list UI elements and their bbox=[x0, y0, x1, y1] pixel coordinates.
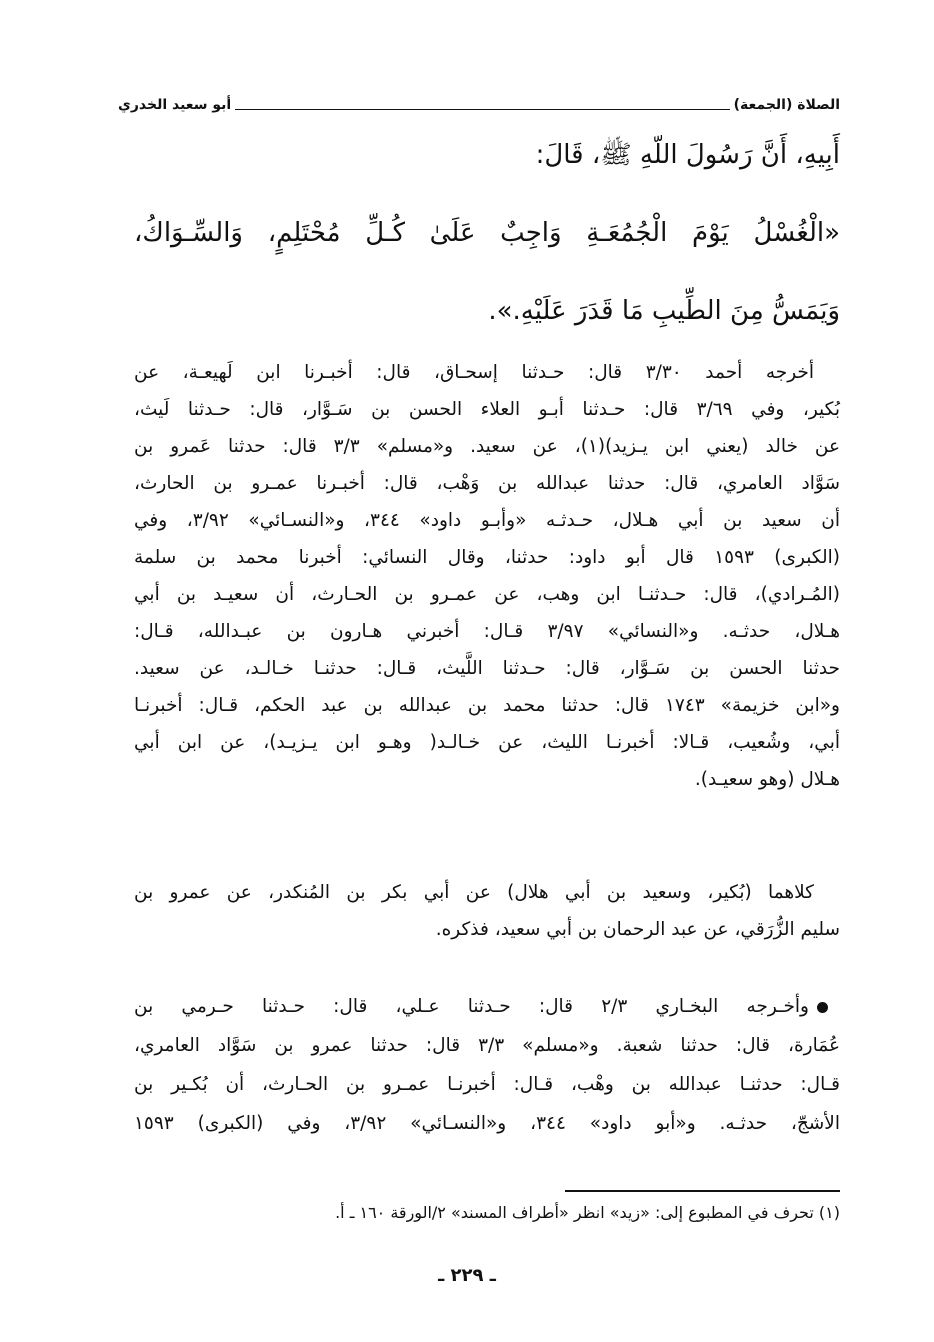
paragraph-line: (الكبرى) ١٥٩٣ قال أبو داود: حدثنا، وقال النسائي: أخبرنا محمد بن سلمة bbox=[134, 547, 840, 568]
paragraph-line: حدثنا الحسن بن سَـوَّار، قال: حـدثنا اللَّيث، قـال: حدثنـا خـالـد، عن سعيد. bbox=[134, 658, 840, 679]
page-number: ـ ٢٢٩ ـ bbox=[438, 1265, 496, 1286]
hadith-line: «الْغُسْلُ يَوْمَ الْجُمُعَـةِ وَاجِبٌ عَلَىٰ كُـلِّ مُحْتَلِمٍ، وَالسِّـوَاكُ، bbox=[134, 218, 840, 248]
paragraph-line: أبي، وشُعيب، قـالا: أخبرنـا الليث، عن خـالـد( وهـو ابن يـزيـد)، عن ابن أبي bbox=[134, 732, 840, 753]
paragraph-line: هـلال، حدثـه. و«النسائي» ٣/٩٧ قـال: أخبرني هـارون بن عبـدالله، قـال: bbox=[134, 621, 840, 642]
footnote-rule bbox=[565, 1190, 840, 1192]
paragraph-line: (المُـرادي)، قال: حـدثنـا ابن وهب، عن عمـرو بن الحـارث، أن سعيـد بن أبي bbox=[134, 584, 840, 605]
paragraph-line: الأشجّ، حدثـه. و«أبو داود» ٣٤٤، و«النسـائي» ٣/٩٢، وفي (الكبرى) ١٥٩٣ bbox=[134, 1113, 841, 1134]
paragraph-line: و«ابن خزيمة» ١٧٤٣ قال: حدثنا محمد بن عبدالله بن عبد الحكم، قـال: أخبرنـا bbox=[134, 695, 840, 716]
paragraph-line: سليم الزُّرَقي، عن عبد الرحمان بن أبي سعيد، فذكره. bbox=[435, 919, 840, 940]
header-narrator: أبو سعيد الخدري bbox=[118, 97, 232, 113]
running-header bbox=[118, 94, 840, 116]
paragraph-line: أن سعيد بن أبي هـلال، حـدثـه «وأبـو داود» ٣٤٤، و«النسـائي» ٣/٩٢، وفي bbox=[134, 510, 841, 531]
paragraph-line: عن خالد (يعني ابن يـزيد)(١)، عن سعيد. و«مسلم» ٣/٣ قال: حدثنا عَمرو بن bbox=[134, 436, 840, 457]
paragraph-line: أخرجه أحمد ٣/٣٠ قال: حـدثنا إسحـاق، قال: أخبـرنا ابن لَهيعـة، عن bbox=[134, 362, 814, 383]
paragraph-line: كلاهما (بُكير، وسعيد بن أبي هلال) عن أبي بكر بن المُنكدر، عن عمرو بن bbox=[134, 882, 814, 903]
bullet-icon bbox=[817, 1002, 828, 1013]
header-rule bbox=[235, 109, 729, 110]
paragraph-line: بُكير، وفي ٣/٦٩ قال: حـدثنا أبـو العلاء الحسن بن سَـوَّار، قال: حـدثنا لَيث، bbox=[134, 399, 841, 420]
hadith-line: أَبِيهِ، أَنَّ رَسُولَ اللّهِ ﷺ، قَالَ: bbox=[535, 140, 840, 170]
paragraph-line: عُمَارة، قال: حدثنا شعبة. و«مسلم» ٣/٣ قال: حدثنا عمرو بن سَوَّاد العامري، bbox=[134, 1035, 840, 1056]
paragraph-text: وأخـرجه البخـاري ٢/٣ قال: حـدثنا عـلي، قال: حـدثنا حـرمي بن bbox=[134, 996, 809, 1017]
paragraph-line bbox=[134, 996, 828, 1017]
footnote: (١) تحرف في المطبوع إلى: «زيد» انظر «أطراف المسند» ٢/الورقة ١٦٠ ـ أ. bbox=[335, 1203, 840, 1222]
paragraph-line: سَوَّاد العامري، قال: حدثنا عبدالله بن وَهْب، قال: أخبـرنا عمـرو بن الحارث، bbox=[134, 473, 840, 494]
hadith-line: وَيَمَسُّ مِنَ الطِّيبِ مَا قَدَرَ عَلَيْهِ.». bbox=[488, 296, 840, 326]
header-chapter: الصلاة (الجمعة) bbox=[733, 97, 840, 113]
paragraph-line: هـلال (وهو سعيـد). bbox=[694, 769, 840, 790]
paragraph-line: قـال: حدثنـا عبدالله بن وهْب، قـال: أخبرنـا عمـرو بن الحـارث، أن بُكـير بن bbox=[134, 1074, 840, 1095]
